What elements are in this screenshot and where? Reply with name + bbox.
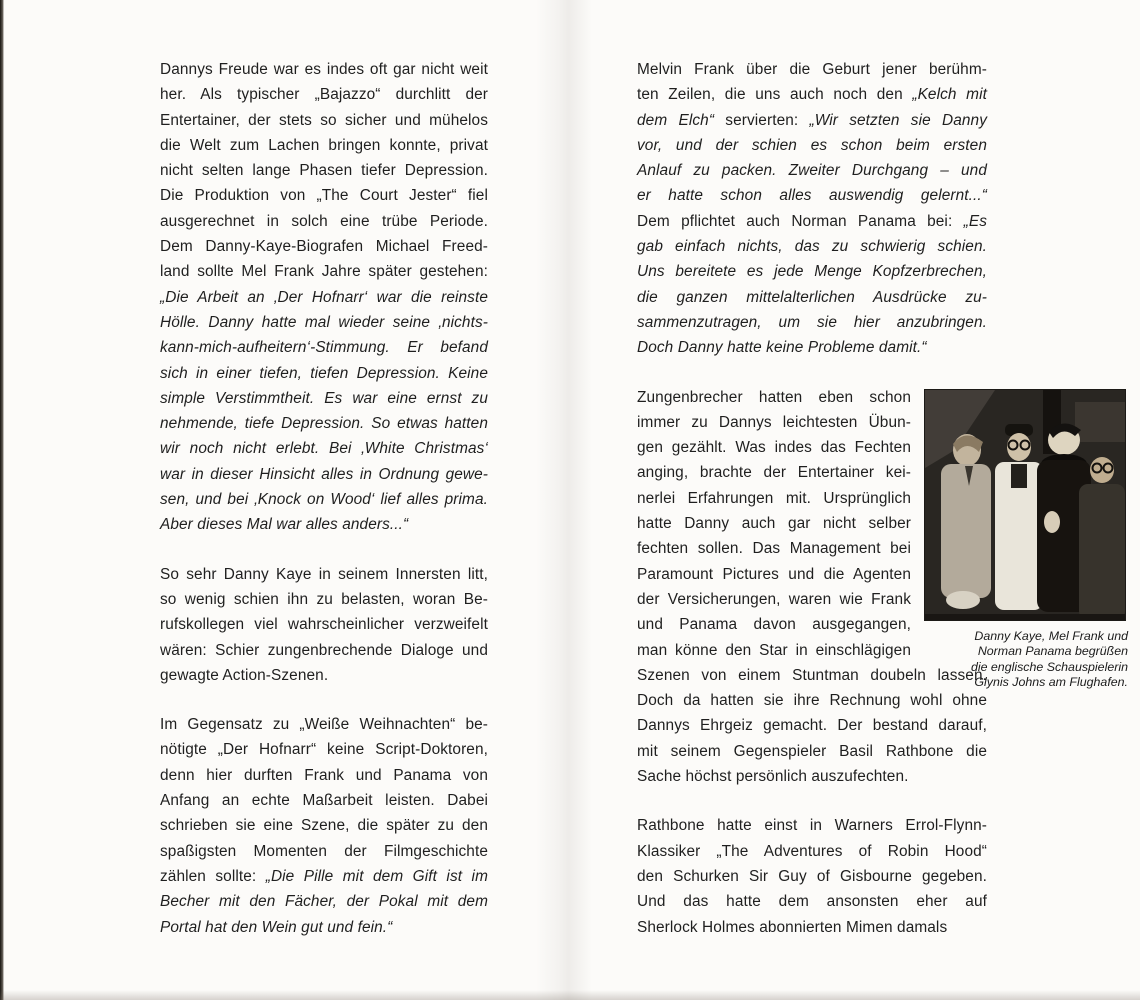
text-line (637, 82, 987, 107)
text-line (160, 889, 488, 914)
paragraph (637, 813, 987, 939)
text-segment: hatte Danny auch gar nicht selber (637, 515, 911, 533)
text-segment-italic: war in dieser Hinsicht alles in Ordnung gewe- (160, 465, 488, 483)
text-line (160, 183, 488, 208)
page-left-edge-shadow (0, 0, 4, 1000)
text-segment: Im Gegensatz zu „Weiße Weihnachten“ be- (160, 716, 488, 734)
photo-caption-line: Glynis Johns am Flughafen. (974, 674, 1128, 689)
text-line (637, 410, 911, 435)
text-segment-italic: kann-mich-aufheitern‘-Stimmung. Er befand (160, 339, 488, 357)
text-segment: den Schurken Sir Guy of Gisbourne gegeben. (637, 867, 987, 885)
text-line (160, 915, 488, 940)
text-segment: land sollte Mel Frank Jahre später gestehen: (160, 263, 488, 281)
text-line (637, 587, 911, 612)
text-line (160, 234, 488, 259)
text-line (637, 108, 987, 133)
text-segment: Sherlock Holmes abonnierten Mimen damals (637, 918, 948, 936)
text-line (637, 915, 987, 940)
text-line (160, 335, 488, 360)
text-segment: her. Als typischer „Bajazzo“ durchlitt der (160, 86, 488, 104)
text-line (637, 209, 987, 234)
text-line (637, 133, 987, 158)
airport-photo-illustration (925, 390, 1125, 620)
text-segment-italic: Uns bereitete es jede Menge Kopfzerbrechen, (637, 263, 987, 281)
text-segment-italic: nehmende, tiefe Depression. So etwas hatten (160, 415, 488, 433)
text-segment: gen gezählt. Was indes das Fechten (637, 439, 911, 457)
text-segment: ausgerechnet in solch eine trübe Periode. (160, 212, 488, 230)
text-line (160, 361, 488, 386)
paragraph (160, 712, 488, 940)
paragraph (160, 562, 488, 688)
text-line (160, 108, 488, 133)
text-segment-italic: gab einfach nichts, das zu schwierig schien. (637, 238, 987, 256)
text-line (637, 536, 911, 561)
text-segment: nicht selten lange Phasen tiefer Depression. (160, 162, 488, 180)
photo-caption (900, 629, 1128, 690)
text-line (637, 158, 987, 183)
text-line (637, 335, 987, 360)
text-line (637, 839, 987, 864)
text-line (637, 460, 911, 485)
text-segment: denn hier durften Frank und Panama von (160, 766, 488, 784)
text-segment: Dem pflichtet auch Norman Panama bei: (637, 212, 964, 230)
text-line (637, 285, 987, 310)
text-line (637, 511, 911, 536)
text-line (160, 259, 488, 284)
text-line (160, 612, 488, 637)
text-segment: nerlei Erfahrungen mit. Ursprünglich (637, 489, 911, 507)
text-line (160, 562, 488, 587)
text-segment-italic: „Die Pille mit dem Gift ist im (265, 867, 488, 885)
text-line (160, 864, 488, 889)
text-line (637, 234, 987, 259)
paragraph (637, 57, 987, 361)
text-segment-italic: die ganzen mittelalterlichen Ausdrücke zu- (637, 288, 987, 306)
text-segment: gewagte Action-Szenen. (160, 666, 329, 684)
text-line (637, 739, 987, 764)
text-segment: die Welt zum Lachen bringen konnte, privat (160, 136, 488, 154)
text-segment: Sache höchst persönlich auszufechten. (637, 768, 909, 786)
text-line (637, 638, 911, 663)
text-segment-italic: Anlauf zu packen. Zweiter Durchgang – und (637, 162, 987, 180)
text-segment: Entertainer, der stets so sicher und mühelos (160, 111, 488, 129)
text-line (160, 813, 488, 838)
text-line (160, 436, 488, 461)
text-line (160, 57, 488, 82)
text-segment-italic: Portal hat den Wein gut und fein.“ (160, 918, 393, 936)
photo-caption-line: Norman Panama begrüßen (977, 644, 1128, 659)
text-line (160, 788, 488, 813)
text-line (637, 385, 911, 410)
page-bottom-edge-shadow (0, 990, 1140, 1000)
text-segment-italic: sen, und bei ‚Knock on Wood‘ lief alles prima. (160, 491, 488, 509)
text-line (160, 209, 488, 234)
text-segment: fechten sollen. Das Management bei (637, 540, 911, 558)
text-segment: Dannys Freude war es indes oft gar nicht weit (160, 61, 488, 78)
text-segment-italic: vor, und der schien es schon beim ersten (637, 136, 987, 154)
text-line (637, 486, 911, 511)
photo-caption-line: die englische Schauspielerin (970, 659, 1128, 674)
text-segment: man könne den Star in einschlägigen (637, 641, 911, 659)
text-segment-italic: Becher mit den Fächer, der Pokal mit dem (160, 893, 488, 911)
text-line (160, 386, 488, 411)
text-segment: so wenig schien ihn zu belasten, woran Be- (160, 590, 488, 608)
text-line (160, 839, 488, 864)
text-line (160, 587, 488, 612)
text-line (160, 133, 488, 158)
text-line (160, 737, 488, 762)
text-segment: Szenen von einem Stuntman doubeln lassen. (637, 666, 987, 684)
text-line (637, 57, 987, 82)
text-segment: zählen sollte: (160, 867, 266, 885)
text-segment-italic: „Kelch mit (912, 86, 987, 104)
photo-caption-line: Danny Kaye, Mel Frank und (974, 629, 1128, 643)
text-line (637, 764, 987, 789)
text-line (160, 462, 488, 487)
text-line (637, 688, 987, 713)
text-line (160, 663, 488, 688)
text-segment: schrieben sie eine Szene, die später zu den (160, 817, 488, 835)
text-segment: So sehr Danny Kaye in seinem Innersten litt, (160, 565, 488, 583)
text-line (637, 864, 987, 889)
text-segment: Klassiker „The Adventures of Robin Hood“ (637, 842, 987, 860)
airport-photo (925, 390, 1125, 620)
text-segment: Zungenbrecher hatten eben schon (637, 388, 911, 406)
text-segment: immer zu Dannys leichtesten Übun- (637, 413, 911, 431)
text-segment: wären: Schier zungenbrechende Dialoge und (160, 641, 488, 659)
text-line (160, 638, 488, 663)
text-line (160, 763, 488, 788)
text-segment: Doch da hatten sie ihre Rechnung wohl ohne (637, 692, 987, 710)
text-line (637, 612, 911, 637)
text-segment-italic: „Wir setzten sie Danny (809, 111, 988, 129)
text-segment-italic: dem Elch“ (637, 111, 715, 129)
text-line (160, 310, 488, 335)
text-segment: rufskollegen viel wahrscheinlicher verzweifelt (160, 616, 488, 634)
text-segment: ten Zeilen, die uns auch noch den (637, 86, 913, 104)
text-segment: Die Produktion von „The Court Jester“ fiel (160, 187, 488, 205)
text-segment-italic: sammenzutragen, um sie hier anzubringen. (637, 313, 987, 331)
text-segment: Rathbone hatte einst in Warners Errol-Flynn- (637, 817, 987, 835)
text-segment: und Panama davon ausgegangen, (637, 616, 911, 634)
text-segment: Dannys Ehrgeiz gemacht. Der bestand darauf, (637, 717, 987, 735)
text-line (637, 562, 911, 587)
text-segment-italic: „Die Arbeit an ‚Der Hofnarr‘ war die reinste (160, 288, 488, 306)
text-line (637, 310, 987, 335)
text-line (637, 183, 987, 208)
text-line (160, 712, 488, 737)
left-page-text-column (160, 57, 488, 940)
text-line (160, 487, 488, 512)
page-gutter-shadow (536, 0, 592, 1000)
text-segment: anging, brachte der Entertainer kei- (637, 464, 911, 482)
text-segment-italic: Hölle. Danny hatte mal wieder seine ‚nichts- (160, 313, 488, 331)
text-segment: der Versicherungen, waren wie Frank (637, 590, 911, 608)
text-line (637, 435, 911, 460)
text-segment-italic: „Es (963, 212, 987, 230)
text-segment-italic: er hatte schon alles auswendig gelernt...“ (637, 187, 987, 205)
text-segment: Anfang an echte Maßarbeit leisten. Dabei (160, 792, 488, 810)
text-line (160, 158, 488, 183)
text-segment: Melvin Frank über die Geburt jener berühm- (637, 61, 987, 78)
text-segment-italic: Aber dieses Mal war alles anders...“ (160, 516, 409, 534)
text-segment-italic: wir noch nicht erlebt. Bei ‚White Christmas‘ (160, 440, 488, 458)
text-line (637, 713, 987, 738)
text-line (160, 82, 488, 107)
text-line (160, 512, 488, 537)
text-segment-italic: Doch Danny hatte keine Probleme damit.“ (637, 339, 927, 357)
text-segment: Dem Danny-Kaye-Biografen Michael Freed- (160, 238, 488, 256)
text-line (160, 411, 488, 436)
text-segment-italic: sich in einer tiefen, tiefen Depression. Keine (160, 364, 488, 382)
text-line (637, 259, 987, 284)
text-segment: mit seinem Gegenspieler Basil Rathbone die (637, 742, 987, 760)
text-segment: servierten: (714, 111, 810, 129)
text-segment: Paramount Pictures und die Agenten (637, 565, 911, 583)
text-segment: Und das hatte dem ansonsten eher auf (637, 893, 987, 911)
text-line (160, 285, 488, 310)
text-segment-italic: simple Verstimmtheit. Es war eine ernst zu (160, 389, 488, 407)
text-segment: spaßigsten Momenten der Filmgeschichte (160, 842, 488, 860)
paragraph (160, 57, 488, 538)
text-line (637, 889, 987, 914)
text-line (637, 813, 987, 838)
text-segment: nötigte „Der Hofnarr“ keine Script-Doktoren, (160, 741, 488, 759)
